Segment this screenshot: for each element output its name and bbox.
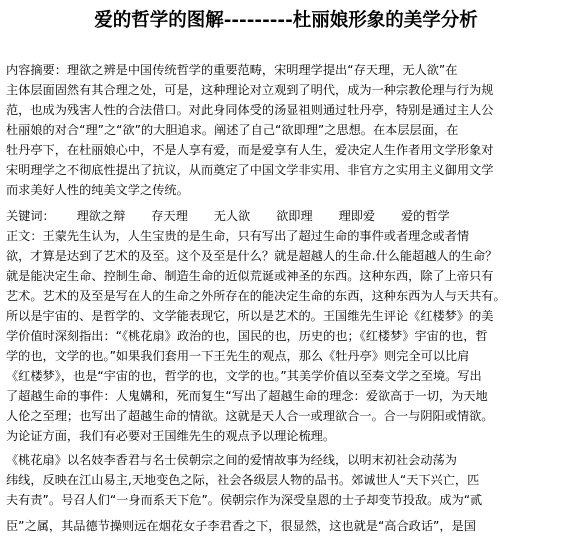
body-line: 正文：王蒙先生认为，人生宝贵的是生命，只有写出了超过生命的事件或者理念或者情 <box>6 229 470 243</box>
body-line: 夫有责”。号召人们“一身而系天下危”。侯朝宗作为深受皇恩的士子却变节投敌。成为“贰 <box>6 493 483 507</box>
keyword: 理欲之辩 <box>76 209 126 223</box>
body-line: 艺术。艺术的及至是写在人的生命之外所存在的能决定生命的东西，这种东西为人与天共有。 <box>6 289 506 303</box>
body-line: 人伦之至理；也写出了超越生命的情欲。这就是天人合一或理欲合一。合一与阴阳或情欲。 <box>6 409 494 423</box>
keyword: 欲即理 <box>276 209 313 223</box>
keyword: 存天理 <box>151 209 188 223</box>
keyword: 爱的哲学 <box>401 209 450 223</box>
abstract-line: 范，也成为残害人性的合法借口。对此身同体受的汤显祖则通过牡丹亭，特别是通过主人公 <box>6 103 494 117</box>
body-line: 欲，才算是达到了艺术的及至。这个及至是什么？就是超越人的生命.什么能超越人的生命？ <box>6 249 498 263</box>
abstract-line: 而求美好人性的纯美文学之传统。 <box>6 183 189 197</box>
body-line: 所以是宇宙的、是哲学的、文学能表现它，所以是艺术的。王国维先生评论《红楼梦》的美 <box>6 309 494 323</box>
keywords-label: 关键词： <box>6 209 55 223</box>
abstract-line: 主体层面固然有其合理之处，可是，这种理论对立观到了明代，成为一种宗教伦理与行为规 <box>6 83 494 97</box>
abstract-line: 杜丽娘的对合“理”之“欲”的大胆追求。阐述了自己“欲即理”之思想。在本层层面，在 <box>6 123 459 137</box>
body-line: 纬线，反映在江山易主,天地变色之际，社会各级层人物的品书。郊诚世人“天下兴亡，匹 <box>6 473 480 487</box>
keyword: 无人欲 <box>213 209 251 223</box>
body-line: 了超越生命的事件：人鬼媾和，死而复生“写出了超越生命的理念：爱欲高于一切，为天地 <box>6 389 488 403</box>
document-title: 爱的哲学的图解---------杜丽娘形象的美学分析 <box>94 10 478 31</box>
abstract-line: 牡丹亭下，在杜丽娘心中，不是人享有爱，而是爱享有人生，爱决定人生作者用文学形象对 <box>6 143 494 157</box>
body-line: 学价值时深刻指出：“《桃花扇》政治的也，国民的也，历史的也；《红楼梦》宇宙的也，哲 <box>6 329 488 343</box>
keywords-line <box>6 206 566 226</box>
abstract-line: 宋明理学之不彻底性提出了抗议，从而奠定了中国文学非实用、非官方之实用主义御用文学 <box>6 163 494 177</box>
keyword: 理即爱 <box>338 209 376 223</box>
body-line: 《红楼梦》，也是“宇宙的也，哲学的也，文学的也。”其美学价值以至奏文学之至境。写出 <box>6 369 482 383</box>
body-line: 臣”之属，其品德节操则远在烟花女子李君香之下，很显然，这也就是“高合政话”，是国 <box>6 519 476 533</box>
body-line: 《桃花扇》以名妓李香君与名士侯朝宗之间的爱情故事为经线，以明末初社会动荡为 <box>6 453 457 467</box>
body-line: 学的也，文学的也。”如果我们套用一下王先生的观点，那么《牡丹亭》则完全可以比肩 <box>6 349 470 363</box>
body-line: 为论证方面，我们有必要对王国维先生的观点予以理论梳理。 <box>6 429 336 443</box>
body-line: 就是能决定生命、控制生命、制造生命的近似荒诞或神圣的东西。这种东西，除了上帝只有 <box>6 269 494 283</box>
abstract-line: 内容摘要：理欲之辨是中国传统哲学的重要范畴，宋明理学提出“存天理，无人欲”在 <box>6 63 458 77</box>
